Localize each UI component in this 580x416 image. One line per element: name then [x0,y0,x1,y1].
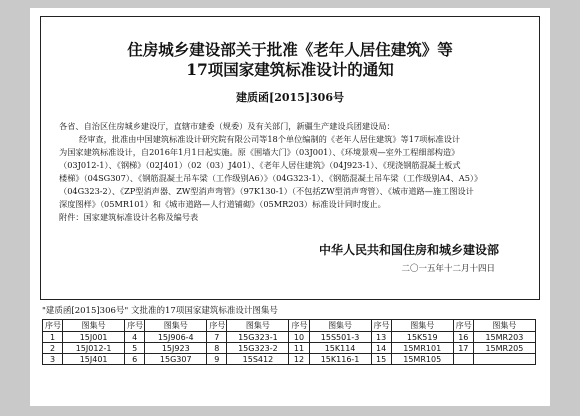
serial-cell: 14 [371,343,391,354]
atlas-number-cell [473,354,535,365]
notice-body [59,120,529,224]
document-number: 建质函[2015]306号 [236,91,344,104]
atlas-number-cell: 15MR203 [473,332,535,343]
serial-cell: 12 [289,354,309,365]
table-row [43,354,536,365]
serial-cell: 11 [289,343,309,354]
serial-cell: 7 [207,332,227,343]
body-line: 经审查，批准由中国建筑标准设计研究院有限公司等18个单位编制的《老年人居住建筑》等17项标准设计 [79,134,461,144]
atlas-number-cell: 15MR105 [391,354,453,365]
table-header-row [43,320,536,332]
atlas-number-cell: 15K114 [309,343,371,354]
serial-cell: 8 [207,343,227,354]
header-serial: 序号 [43,320,63,332]
header-serial: 序号 [125,320,145,332]
standard-atlas-page [30,8,550,406]
atlas-number-cell: 15J906-4 [145,332,207,343]
header-serial: 序号 [289,320,309,332]
atlas-number-cell: 15K519 [391,332,453,343]
body-line: 深度图样》（05MR101）和《城市道路—人行道铺砌》（05MR203）标准设计同时废止。 [59,199,386,209]
atlas-number-cell: 15K116-1 [309,354,371,365]
serial-cell: 13 [371,332,391,343]
header-atlas-number: 图集号 [473,320,535,332]
atlas-number-cell: 15G323-1 [227,332,289,343]
serial-cell: 1 [43,332,63,343]
serial-cell: 4 [125,332,145,343]
serial-cell: 3 [43,354,63,365]
atlas-number-table [42,319,536,365]
atlas-number-cell: 15G323-2 [227,343,289,354]
header-atlas-number: 图集号 [227,320,289,332]
serial-cell: 5 [125,343,145,354]
atlas-number-cell: 15MR205 [473,343,535,354]
serial-cell: 9 [207,354,227,365]
header-atlas-number: 图集号 [145,320,207,332]
body-line: 楼梯》（04SG307）、《钢筋混凝土吊车梁（工作级别A6）》（04G323-1）、《钢筋混凝土吊车梁（工作级别A4、A5）》 [59,173,483,183]
body-line: 为国家建筑标准设计，自2016年1月1日起实施。原《围墙大门》（03J001）、《环境景观—室外工程细部构造》 [59,147,460,157]
header-serial: 序号 [371,320,391,332]
issue-date: 二〇一五年十二月十四日 [401,264,495,274]
body-line: （04G323-2）、《ZP型消声器、ZW型消声弯管》（97K130-1）（不包括ZW型消声弯管）、《城市道路—施工图设计 [59,186,474,196]
signature-block [319,241,499,274]
header-atlas-number: 图集号 [391,320,453,332]
atlas-number-cell: 15S501-3 [309,332,371,343]
issuing-organization: 中华人民共和国住房和城乡建设部 [318,243,499,257]
body-line: 各省、自治区住房城乡建设厅，直辖市建委（规委）及有关部门，新疆生产建设兵团建设局： [59,121,395,131]
atlas-number-cell: 15J001 [63,332,125,343]
serial-cell: 10 [289,332,309,343]
table-caption: "建质函[2015]306号" 文批准的17项国家建筑标准设计图集号 [42,306,278,316]
atlas-number-cell: 15J401 [63,354,125,365]
serial-cell: 15 [371,354,391,365]
header-serial: 序号 [453,320,473,332]
serial-cell: 16 [453,332,473,343]
header-atlas-number: 图集号 [63,320,125,332]
notice-title-line2: 17项国家建筑标准设计的通知 [186,60,394,79]
notice-box [40,16,540,300]
serial-cell: 17 [453,343,473,354]
header-serial: 序号 [207,320,227,332]
table-row [43,332,536,343]
atlas-number-cell: 15J012-1 [63,343,125,354]
atlas-number-cell: 15MR101 [391,343,453,354]
table-row [43,343,536,354]
serial-cell: 6 [125,354,145,365]
attachment-line: 附件：国家建筑标准设计名称及编号表 [59,212,199,222]
atlas-number-cell: 15J923 [145,343,207,354]
atlas-number-cell: 15S412 [227,354,289,365]
serial-cell: 2 [43,343,63,354]
header-atlas-number: 图集号 [309,320,371,332]
body-line: （03J012-1）、《钢梯》（02J401）（02（03）J401）、《老年人居住建筑》（04J923-1）、《现浇钢筋混凝土板式 [59,160,461,170]
serial-cell [453,354,473,365]
atlas-number-cell: 15G307 [145,354,207,365]
notice-title-line1: 住房城乡建设部关于批准《老年人居住建筑》等 [127,40,453,59]
